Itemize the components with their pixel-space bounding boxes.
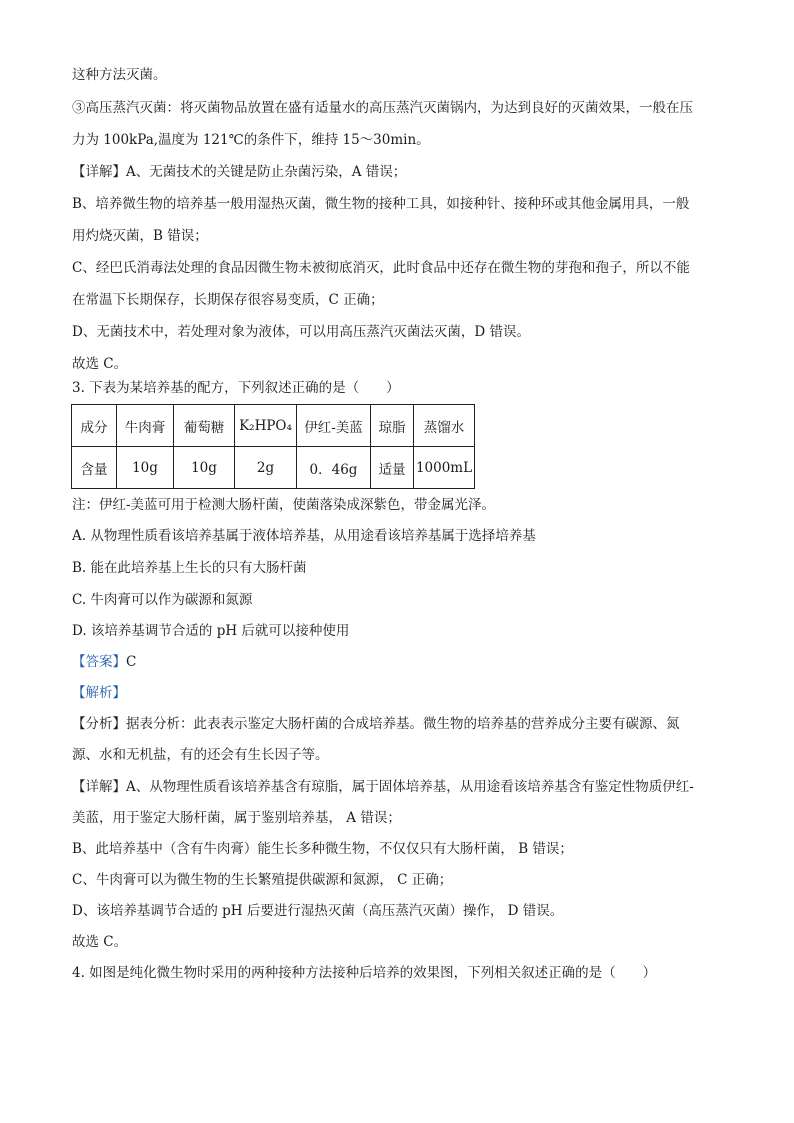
text-line: B、此培养基中（含有牛肉膏）能生长多种微生物，不仅仅只有大肠杆菌， B 错误； bbox=[72, 841, 573, 857]
text-line: 美蓝，用于鉴定大肠杆菌，属于鉴别培养基， A 错误； bbox=[72, 810, 401, 826]
answer-line bbox=[72, 652, 136, 672]
text-line: B、培养微生物的培养基一般用湿热灭菌，微生物的接种工具，如接种针、接种环或其他金属用具，一般 bbox=[72, 196, 690, 212]
table-header-cell: 成分 bbox=[72, 405, 117, 447]
text-line: 力为 100kPa,温度为 121℃的条件下，维持 15～30min。 bbox=[72, 132, 430, 148]
table-header-cell: 琼脂 bbox=[371, 405, 414, 447]
table-header-cell: 牛肉膏 bbox=[117, 405, 174, 447]
text-line: D、无菌技术中，若处理对象为液体，可以用高压蒸汽灭菌法灭菌，D 错误。 bbox=[72, 324, 530, 340]
answer-value: C bbox=[126, 654, 137, 670]
question-4: 4. 如图是纯化微生物时采用的两种接种方法接种后培养的效果图，下列相关叙述正确的是（ ） bbox=[72, 965, 657, 981]
text-line: 【详解】A、从物理性质看该培养基含有琼脂，属于固体培养基，从用途看该培养基含有鉴定性物质伊红- bbox=[72, 779, 694, 795]
recipe-table bbox=[71, 404, 475, 489]
table-header-cell: 伊红-美蓝 bbox=[297, 405, 371, 447]
table-header-cell: K₂HPO₄ bbox=[235, 405, 297, 447]
text-line: 【分析】据表分析：此表表示鉴定大肠杆菌的合成培养基。微生物的培养基的营养成分主要有碳源、氮 bbox=[72, 716, 680, 732]
table-cell: 2g bbox=[235, 447, 297, 489]
option-d: D. 该培养基调节合适的 pH 后就可以接种使用 bbox=[72, 623, 350, 639]
text-line: 故选 C。 bbox=[72, 934, 128, 950]
table-note: 注：伊红-美蓝可用于检测大肠杆菌，使菌落染成深紫色，带金属光泽。 bbox=[72, 497, 496, 513]
text-line: 在常温下长期保存，长期保存很容易变质，C 正确； bbox=[72, 292, 384, 308]
text-line: 故选 C。 bbox=[72, 356, 128, 372]
table-cell: 10g bbox=[174, 447, 235, 489]
answer-label: 【答案】 bbox=[72, 654, 126, 670]
text-line: 【详解】A、无菌技术的关键是防止杂菌污染，A 错误； bbox=[72, 164, 407, 180]
text-line: C、经巴氏消毒法处理的食品因微生物未被彻底消灭，此时食品中还存在微生物的芽孢和孢子，所以不能 bbox=[72, 260, 690, 276]
table-cell: 含量 bbox=[72, 447, 117, 489]
text-line: 源、水和无机盐，有的还会有生长因子等。 bbox=[72, 747, 329, 763]
option-b: B. 能在此培养基上生长的只有大肠杆菌 bbox=[72, 560, 307, 576]
option-a: A. 从物理性质看该培养基属于液体培养基，从用途看该培养基属于选择培养基 bbox=[72, 528, 536, 544]
table-cell: 1000mL bbox=[414, 447, 475, 489]
table-cell: 0．46g bbox=[297, 447, 371, 489]
table-cell: 适量 bbox=[371, 447, 414, 489]
text-line: D、该培养基调节合适的 pH 后要进行湿热灭菌（高压蒸汽灭菌）操作， D 错误。 bbox=[72, 903, 564, 919]
text-line: 用灼烧灭菌，B 错误； bbox=[72, 228, 208, 244]
question-3: 3. 下表为某培养基的配方，下列叙述正确的是（ ） bbox=[72, 380, 400, 396]
text-line: C、牛肉膏可以为微生物的生长繁殖提供碳源和氮源， C 正确； bbox=[72, 872, 453, 888]
table-header-cell: 蒸馏水 bbox=[414, 405, 475, 447]
option-c: C. 牛肉膏可以作为碳源和氮源 bbox=[72, 592, 253, 608]
text-line: ③高压蒸汽灭菌：将灭菌物品放置在盛有适量水的高压蒸汽灭菌锅内，为达到良好的灭菌效果，一般在压 bbox=[72, 100, 693, 116]
table-header-cell: 葡萄糖 bbox=[174, 405, 235, 447]
text-line: 这种方法灭菌。 bbox=[72, 67, 167, 83]
table-row bbox=[72, 405, 475, 447]
table-cell: 10g bbox=[117, 447, 174, 489]
analysis-label: 【解析】 bbox=[72, 685, 126, 701]
table-row bbox=[72, 447, 475, 489]
